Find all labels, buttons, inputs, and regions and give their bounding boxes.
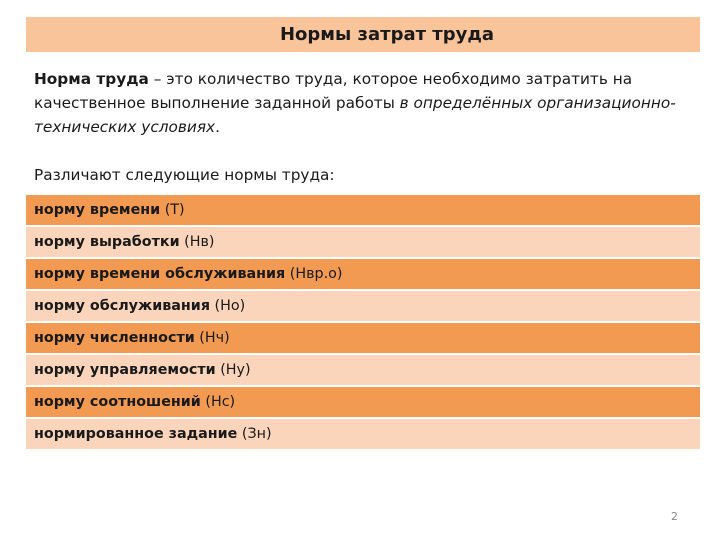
table-row xyxy=(26,195,700,226)
norm-abbr: (Т) xyxy=(160,202,185,218)
table-row xyxy=(26,290,700,322)
norm-abbr: (Нвр.о) xyxy=(285,266,343,282)
definition-term: Норма труда xyxy=(34,70,149,88)
norm-name: норму обслуживания xyxy=(34,298,211,314)
table-row xyxy=(26,322,700,354)
norm-name: норму выработки xyxy=(34,234,180,250)
slide-title: Нормы затрат труда xyxy=(279,24,495,45)
norm-name: норму времени xyxy=(34,202,161,218)
norm-cell xyxy=(26,386,700,418)
norm-name: норму времени обслуживания xyxy=(34,266,286,282)
norm-abbr: (Нс) xyxy=(200,394,236,410)
norm-cell xyxy=(26,354,700,386)
norm-abbr: (Ну) xyxy=(215,362,251,378)
definition-text: – это количество труда, которое необходимо затратить на качественное выполнение заданной работы xyxy=(34,70,633,112)
norm-abbr: (Но) xyxy=(210,298,246,314)
norm-name: норму соотношений xyxy=(34,394,201,410)
definition-end: . xyxy=(215,118,220,136)
definition-paragraph xyxy=(34,67,684,139)
table-row xyxy=(26,258,700,290)
norm-abbr: (Зн) xyxy=(237,426,272,442)
table-row xyxy=(26,226,700,258)
definition-italic-text: в определённых организационно-технических условиях xyxy=(34,94,676,136)
norm-cell xyxy=(26,290,700,322)
table-row xyxy=(26,386,700,418)
norm-name: норму численности xyxy=(34,330,195,346)
title-bar xyxy=(26,17,700,52)
norm-cell xyxy=(26,258,700,290)
norm-cell xyxy=(26,226,700,258)
table-row xyxy=(26,354,700,386)
page-number: 2 xyxy=(671,510,678,523)
table-row xyxy=(26,418,700,450)
norm-cell xyxy=(26,322,700,354)
norm-cell xyxy=(26,195,700,226)
norm-name: нормированное задание xyxy=(34,426,238,442)
norm-cell xyxy=(26,418,700,450)
norms-table xyxy=(26,195,700,451)
norm-abbr: (Нв) xyxy=(179,234,215,250)
norm-name: норму управляемости xyxy=(34,362,216,378)
norm-abbr: (Нч) xyxy=(194,330,230,346)
norms-intro: Различают следующие нормы труда: xyxy=(34,166,335,184)
